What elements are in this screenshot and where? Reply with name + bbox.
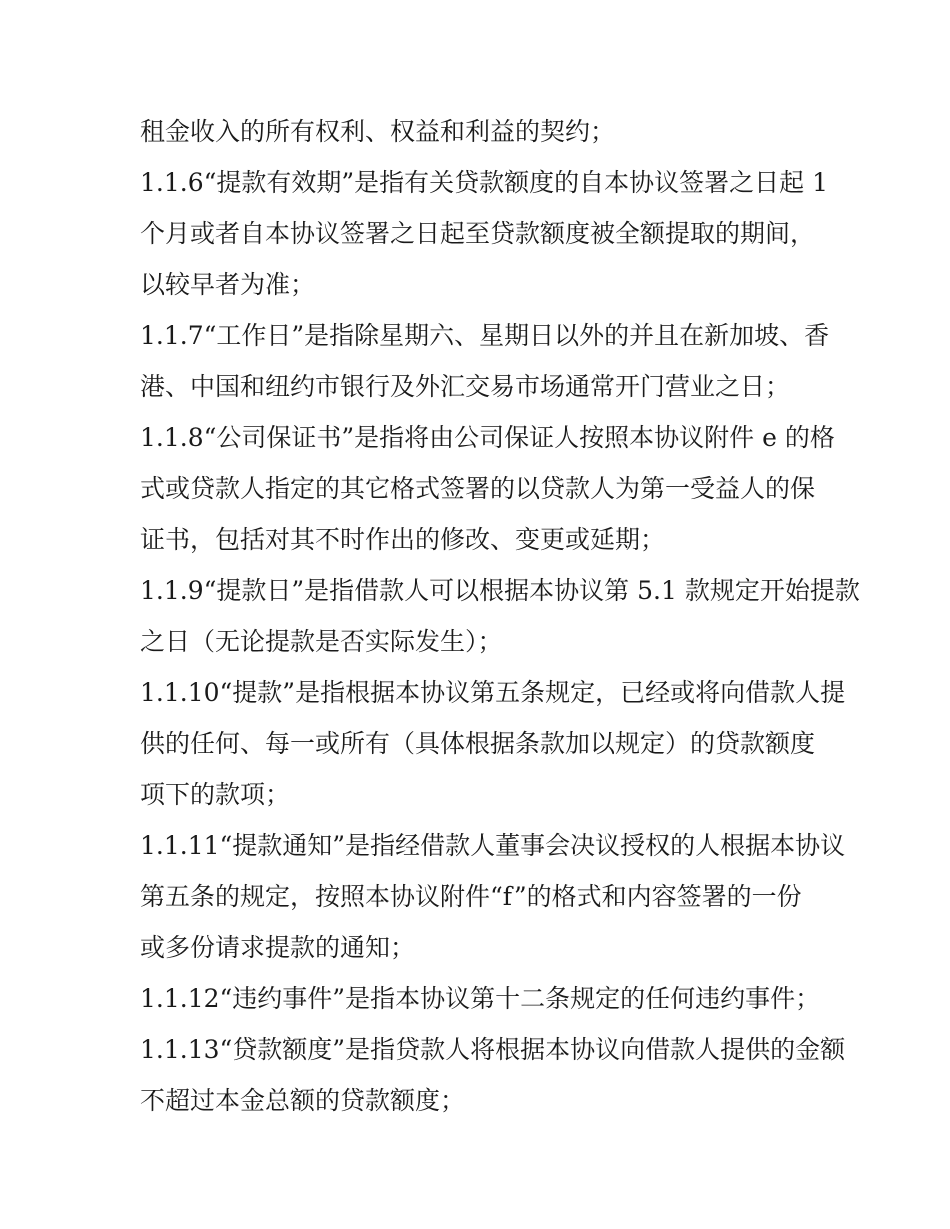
text-line: 港、中国和纽约市银行及外汇交易市场通常开门营业之日； bbox=[140, 372, 791, 401]
text-line: 式或贷款人指定的其它格式签署的以贷款人为第一受益人的保 bbox=[140, 474, 816, 503]
text-line: 1.1.13“贷款额度”是指贷款人将根据本协议向借款人提供的金额 bbox=[140, 1035, 846, 1064]
text-line: 证书，包括对其不时作出的修改、变更或延期； bbox=[140, 525, 666, 554]
text-line: 1.1.7“工作日”是指除星期六、星期日以外的并且在新加坡、香 bbox=[140, 321, 830, 350]
text-line: 1.1.12“违约事件”是指本协议第十二条规定的任何违约事件； bbox=[140, 984, 821, 1013]
text-line: 1.1.6“提款有效期”是指有关贷款额度的自本协议签署之日起 1 bbox=[140, 168, 829, 197]
text-line: 1.1.8“公司保证书”是指将由公司保证人按照本协议附件 e 的格 bbox=[140, 423, 835, 452]
text-line: 以较早者为准； bbox=[140, 270, 316, 299]
text-line: 或多份请求提款的通知； bbox=[140, 933, 416, 962]
text-line: 供的任何、每一或所有（具体根据条款加以规定）的贷款额度 bbox=[140, 729, 816, 758]
text-line: 第五条的规定，按照本协议附件“f”的格式和内容签署的一份 bbox=[140, 882, 802, 911]
text-line: 之日（无论提款是否实际发生）； bbox=[140, 627, 503, 656]
text-line: 租金收入的所有权利、权益和利益的契约； bbox=[140, 117, 616, 146]
text-line: 1.1.10“提款”是指根据本协议第五条规定，已经或将向借款人提 bbox=[140, 678, 846, 707]
document-body bbox=[140, 106, 860, 1126]
text-line: 1.1.9“提款日”是指借款人可以根据本协议第 5.1 款规定开始提款 bbox=[140, 576, 860, 605]
text-line: 不超过本金总额的贷款额度； bbox=[140, 1086, 466, 1115]
text-line: 1.1.11“提款通知”是指经借款人董事会决议授权的人根据本协议 bbox=[140, 831, 846, 860]
text-line: 个月或者自本协议签署之日起至贷款额度被全额提取的期间， bbox=[140, 219, 816, 248]
text-line: 项下的款项； bbox=[140, 780, 291, 809]
